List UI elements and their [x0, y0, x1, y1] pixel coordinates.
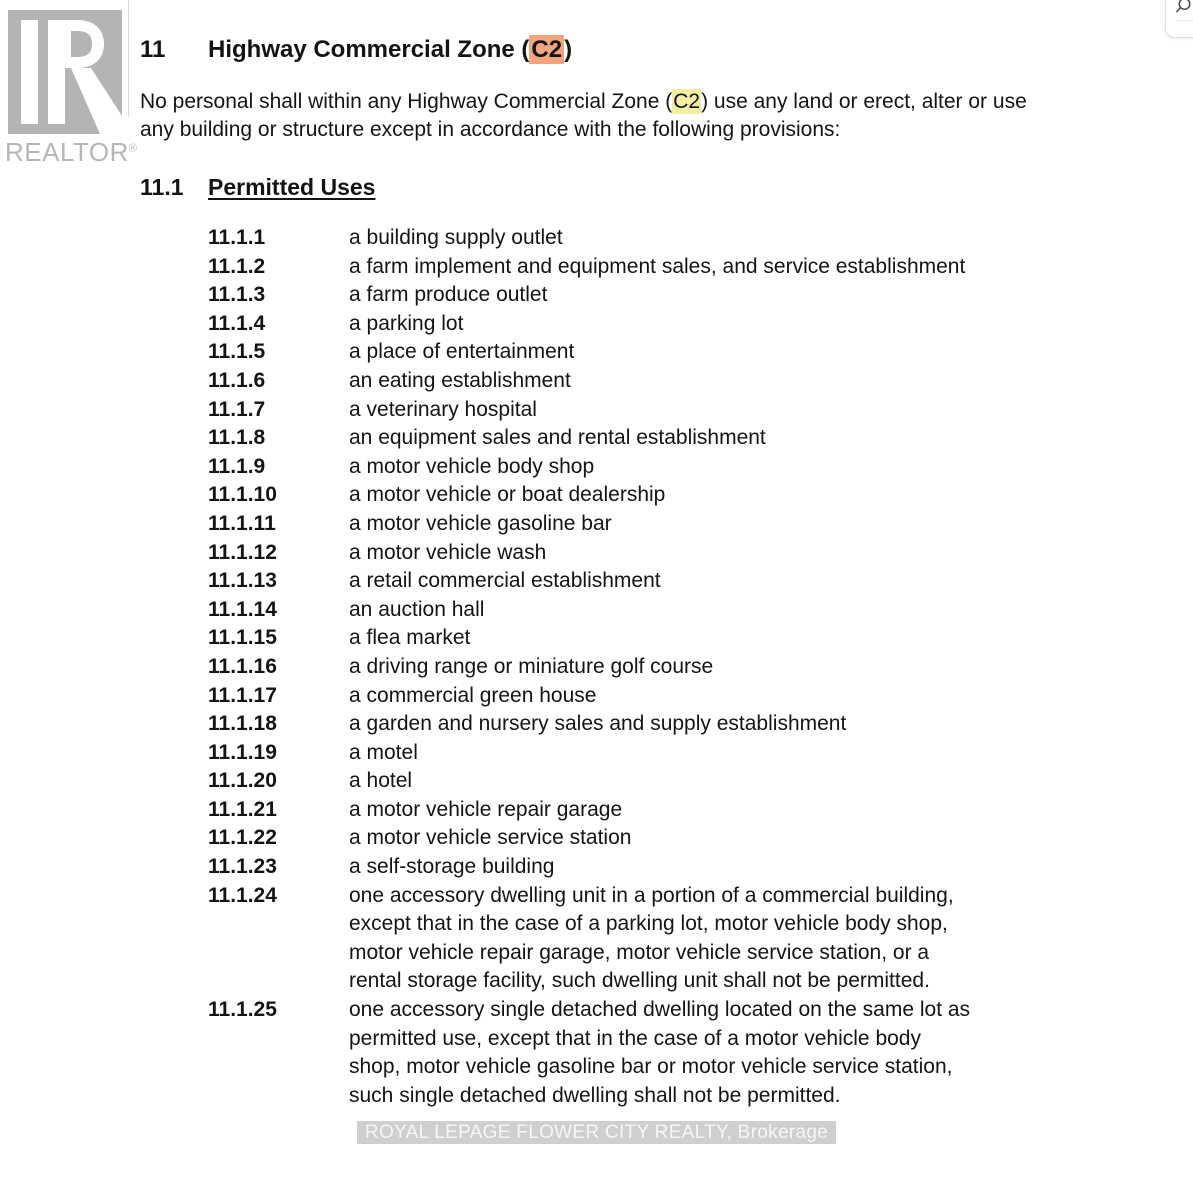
list-item-text — [349, 481, 1054, 510]
list-item-line: a motor vehicle wash — [349, 540, 547, 564]
list-item-text — [349, 853, 1054, 882]
list-item — [208, 682, 1054, 711]
list-item-text — [349, 882, 1054, 996]
list-item-text — [349, 539, 1054, 568]
list-item — [208, 767, 1054, 796]
heading-number: 11 — [140, 36, 166, 63]
list-item — [208, 424, 1054, 453]
list-item — [208, 338, 1054, 367]
list-item-number: 11.1.19 — [208, 740, 277, 764]
list-item-number: 11.1.7 — [208, 397, 266, 421]
list-item — [208, 367, 1054, 396]
list-item-number: 11.1.8 — [208, 426, 266, 450]
realtor-logo-icon — [8, 10, 122, 134]
list-item-text — [349, 710, 1054, 739]
list-item-text — [349, 824, 1054, 853]
list-item-line: an auction hall — [349, 597, 485, 621]
list-item-text — [349, 253, 1054, 282]
list-item-line: a motor vehicle repair garage — [349, 797, 623, 821]
subsection-number: 11.1 — [140, 174, 184, 200]
list-item-line: a driving range or miniature golf course — [349, 654, 714, 678]
list-item-number: 11.1.23 — [208, 855, 277, 879]
list-item-text — [349, 596, 1054, 625]
list-item-number: 11.1.20 — [208, 769, 277, 793]
list-item-number: 11.1.12 — [208, 540, 277, 564]
search-icon[interactable] — [1175, 0, 1192, 14]
list-item-line: a place of entertainment — [349, 340, 575, 364]
list-item-number: 11.1.4 — [208, 311, 266, 335]
list-item — [208, 739, 1054, 768]
list-item-number: 11.1.2 — [208, 254, 266, 278]
list-item-number: 11.1.13 — [208, 569, 277, 593]
list-item-line: a motor vehicle service station — [349, 826, 632, 850]
list-item — [208, 253, 1054, 282]
list-item — [208, 281, 1054, 310]
list-item — [208, 996, 1054, 1110]
list-item-number: 11.1.15 — [208, 626, 277, 650]
find-in-page-popup[interactable] — [1165, 0, 1193, 38]
find-highlight-match: C2 — [673, 90, 701, 113]
list-item-line: except that in the case of a parking lot, motor vehicle body shop, — [349, 912, 948, 936]
list-item — [208, 796, 1054, 825]
brokerage-watermark: ROYAL LEPAGE FLOWER CITY REALTY, Brokerage — [357, 1121, 836, 1144]
list-item-number: 11.1.9 — [208, 454, 266, 478]
list-item-number: 11.1.22 — [208, 826, 277, 850]
find-popup-divider — [1176, 20, 1193, 21]
list-item-number: 11.1.14 — [208, 597, 277, 621]
list-item-line: a retail commercial establishment — [349, 569, 661, 593]
registered-mark: ® — [128, 142, 138, 155]
list-item — [208, 224, 1054, 253]
list-item-line: a hotel — [349, 769, 413, 793]
list-item — [208, 481, 1054, 510]
list-item-number: 11.1.16 — [208, 654, 277, 678]
list-item-line: one accessory single detached dwelling located on the same lot as — [349, 998, 971, 1022]
list-item-line: a veterinary hospital — [349, 397, 537, 421]
list-item-number: 11.1.17 — [208, 683, 277, 707]
list-item-line: a motor vehicle body shop — [349, 454, 595, 478]
list-item-text — [349, 567, 1054, 596]
list-item — [208, 510, 1054, 539]
list-item-line: such single detached dwelling shall not be permitted. — [349, 1083, 841, 1107]
list-item — [208, 824, 1054, 853]
list-item-line: an equipment sales and rental establishment — [349, 426, 766, 450]
list-item-line: a farm produce outlet — [349, 283, 548, 307]
list-item — [208, 310, 1054, 339]
heading-title: Highway Commercial Zone (C2) — [208, 36, 573, 63]
list-item-line: permitted use, except that in the case of a motor vehicle body — [349, 1026, 921, 1050]
realtor-wordmark: REALTOR® — [5, 137, 138, 167]
list-item-text — [349, 767, 1054, 796]
list-item-text — [349, 224, 1054, 253]
list-item-line: a building supply outlet — [349, 226, 563, 249]
list-item-number: 11.1.11 — [208, 511, 276, 535]
list-item-line: a motel — [349, 740, 418, 764]
list-item-text — [349, 396, 1054, 425]
intro-paragraph: No personal shall within any Highway Commercial Zone (C2) use any land or erect, alter or use any building or structure except in accordance with the following provisions: — [140, 90, 1027, 141]
list-item-line: a flea market — [349, 626, 471, 650]
permitted-uses-list — [208, 224, 1054, 1110]
list-item — [208, 567, 1054, 596]
realtor-watermark — [5, 10, 148, 168]
list-item-number: 11.1.6 — [208, 368, 266, 392]
list-item-line: shop, motor vehicle gasoline bar or motor vehicle service station, — [349, 1055, 953, 1079]
list-item-line: a garden and nursery sales and supply establishment — [349, 712, 847, 736]
list-item-text — [349, 281, 1054, 310]
list-item-text — [349, 996, 1054, 1110]
list-item-line: a self-storage building — [349, 855, 555, 879]
list-item — [208, 653, 1054, 682]
list-item-text — [349, 682, 1054, 711]
list-item — [208, 853, 1054, 882]
list-item-text — [349, 453, 1054, 482]
list-item-number: 11.1.3 — [208, 283, 266, 307]
list-item-text — [349, 796, 1054, 825]
list-item-number: 11.1.18 — [208, 712, 277, 736]
section-heading-11-1 — [140, 174, 375, 201]
list-item-number: 11.1.10 — [208, 483, 277, 507]
list-item — [208, 396, 1054, 425]
list-item-number: 11.1.25 — [208, 998, 277, 1022]
list-item-line: a motor vehicle or boat dealership — [349, 483, 666, 507]
list-item-text — [349, 653, 1054, 682]
list-item-text — [349, 338, 1054, 367]
subsection-title: Permitted Uses — [208, 174, 376, 200]
list-item-text — [349, 739, 1054, 768]
list-item-line: a motor vehicle gasoline bar — [349, 511, 612, 535]
list-item-text — [349, 424, 1054, 453]
list-item-line: a commercial green house — [349, 683, 597, 707]
list-item — [208, 624, 1054, 653]
list-item-line: a farm implement and equipment sales, and service establishment — [349, 254, 966, 278]
list-item-text — [349, 510, 1054, 539]
list-item-line: one accessory dwelling unit in a portion of a commercial building, — [349, 883, 954, 907]
list-item-line: rental storage facility, such dwelling unit shall not be permitted. — [349, 969, 930, 993]
realtor-r-icon — [8, 10, 122, 134]
list-item-line: a parking lot — [349, 311, 464, 335]
list-item-line: an eating establishment — [349, 368, 571, 392]
list-item — [208, 596, 1054, 625]
list-item — [208, 539, 1054, 568]
list-item-number: 11.1.5 — [208, 340, 266, 364]
list-item-number: 11.1.24 — [208, 883, 277, 907]
find-highlight-active: C2 — [531, 36, 563, 63]
list-item-number: 11.1.1 — [208, 226, 266, 249]
list-item — [208, 710, 1054, 739]
list-item-text — [349, 624, 1054, 653]
list-item — [208, 882, 1054, 996]
list-item-number: 11.1.21 — [208, 797, 277, 821]
list-item-line: motor vehicle repair garage, motor vehicle service station, or a — [349, 940, 930, 964]
section-heading-11 — [140, 36, 572, 64]
list-item-text — [349, 310, 1054, 339]
list-item — [208, 453, 1054, 482]
list-item-text — [349, 367, 1054, 396]
